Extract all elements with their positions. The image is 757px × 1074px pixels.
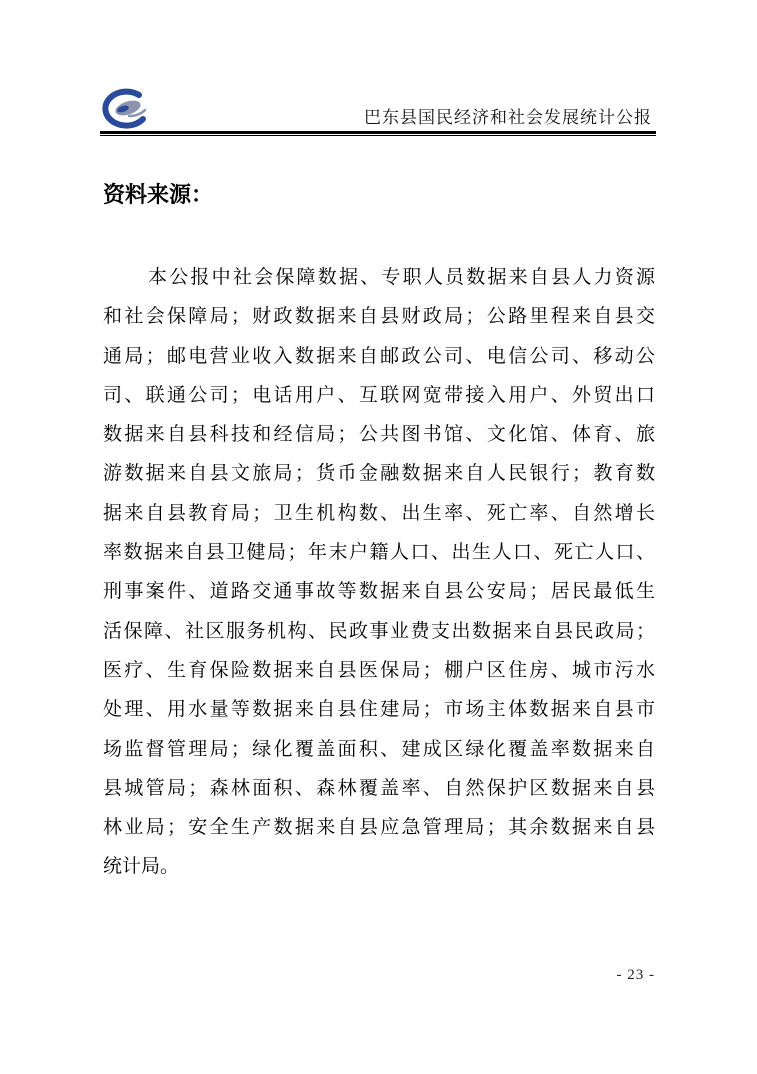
- body-line: 医疗、生育保险数据来自县医保局；棚户区住房、城市污水: [103, 658, 655, 681]
- body-paragraph: [103, 258, 655, 887]
- body-line: 数据来自县科技和经信局；公共图书馆、文化馆、体育、旅: [103, 423, 655, 446]
- header-divider: [100, 131, 656, 134]
- body-line: 活保障、社区服务机构、民政事业费支出数据来自县民政局；: [103, 619, 655, 642]
- body-line: 县城管局；森林面积、森林覆盖率、自然保护区数据来自县: [103, 776, 655, 799]
- report-title: 巴东县国民经济和社会发展统计公报: [364, 108, 652, 128]
- body-line: 和社会保障局；财政数据来自县财政局；公路里程来自县交: [103, 305, 655, 328]
- statistics-bureau-logo-icon: [99, 86, 151, 130]
- page-number: - 23 -: [616, 967, 655, 983]
- body-line: 统计局。: [103, 855, 180, 878]
- body-line: 处理、用水量等数据来自县住建局；市场主体数据来自县市: [103, 698, 655, 721]
- body-line: 游数据来自县文旅局；货币金融数据来自人民银行；教育数: [103, 462, 655, 485]
- body-line: 林业局；安全生产数据来自县应急管理局；其余数据来自县: [103, 816, 655, 839]
- body-line: 通局；邮电营业收入数据来自邮政公司、电信公司、移动公: [103, 344, 655, 367]
- section-heading: 资料来源：: [103, 182, 214, 208]
- body-line: 本公报中社会保障数据、专职人员数据来自县人力资源: [148, 266, 655, 288]
- body-line: 率数据来自县卫健局；年末户籍人口、出生人口、死亡人口、: [103, 541, 655, 564]
- body-line: 刑事案件、道路交通事故等数据来自县公安局；居民最低生: [103, 580, 655, 603]
- body-line: 据来自县教育局；卫生机构数、出生率、死亡率、自然增长: [103, 501, 655, 524]
- body-line: 场监督管理局；绿化覆盖面积、建成区绿化覆盖率数据来自: [103, 737, 655, 760]
- body-line: 司、联通公司；电话用户、互联网宽带接入用户、外贸出口: [103, 383, 655, 406]
- header-divider-thin: [100, 135, 656, 136]
